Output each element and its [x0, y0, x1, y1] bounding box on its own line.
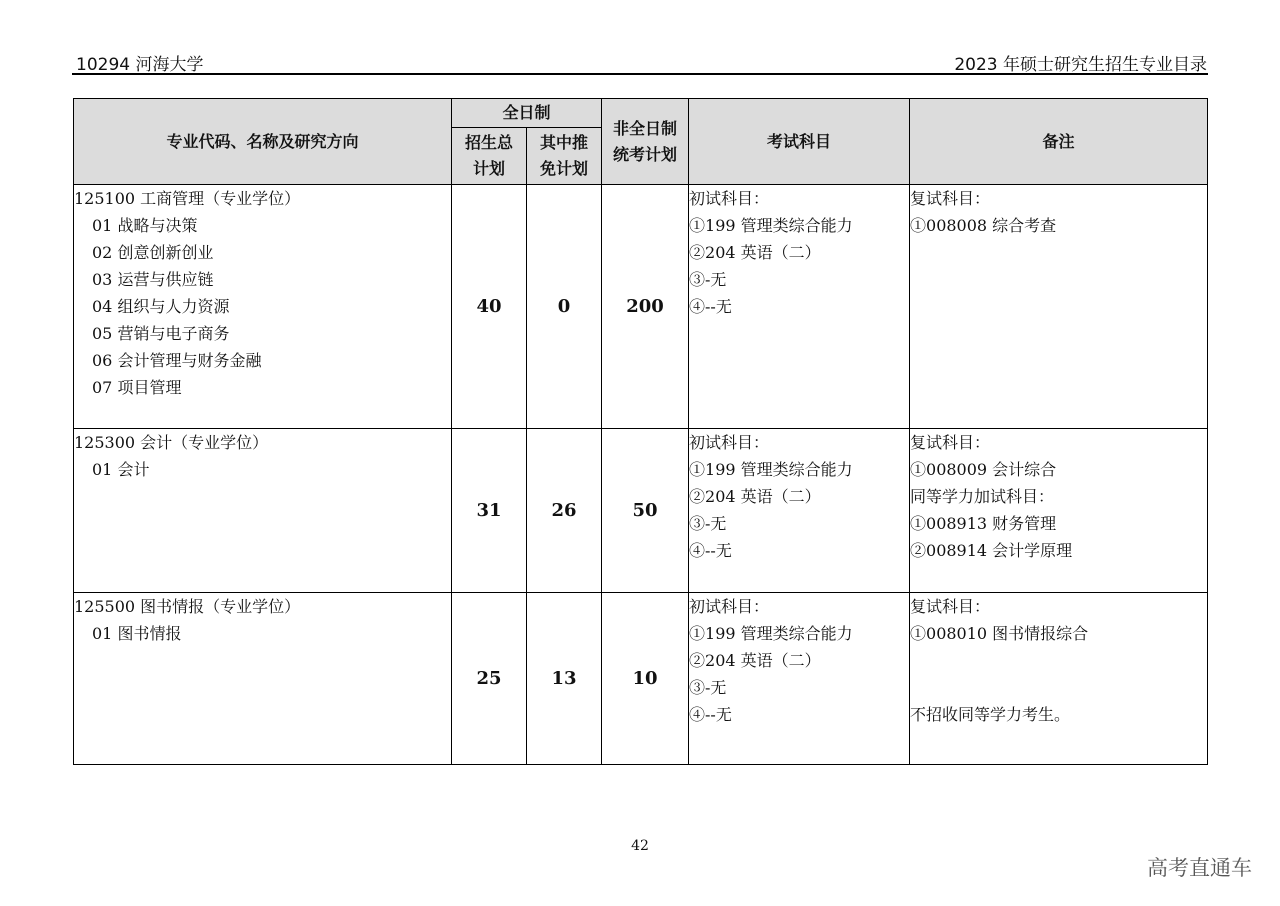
exam-subjects: 初试科目： ①199 管理类综合能力 ②204 英语（二） ③-无 ④--无 — [689, 185, 910, 429]
parttime-plan-value: 10 — [602, 593, 689, 765]
col-notes: 备注 — [910, 99, 1208, 185]
col-exempt-plan: 其中推 免计划 — [527, 128, 602, 185]
col-major: 专业代码、名称及研究方向 — [74, 99, 452, 185]
exempt-plan-value: 13 — [527, 593, 602, 765]
total-plan-value: 40 — [452, 185, 527, 429]
header-catalog-title: 2023 年硕士研究生招生专业目录 — [954, 55, 1207, 75]
major-cell — [74, 185, 452, 429]
notes-cell: 复试科目： ①008010 图书情报综合 不招收同等学力考生。 — [910, 593, 1208, 765]
notes-cell: 复试科目： ①008009 会计综合 同等学力加试科目： ①008913 财务管理 ②008914 会计学原理 — [910, 429, 1208, 593]
direction-item: 05 营销与电子商务 — [92, 324, 230, 343]
col-fulltime: 全日制 — [452, 99, 602, 128]
direction-item: 04 组织与人力资源 — [92, 297, 230, 316]
major-title: 125100 工商管理（专业学位） — [74, 189, 301, 208]
total-plan-value: 31 — [452, 429, 527, 593]
exam-subjects: 初试科目： ①199 管理类综合能力 ②204 英语（二） ③-无 ④--无 — [689, 593, 910, 765]
direction-item: 06 会计管理与财务金融 — [92, 351, 262, 370]
exempt-plan-value: 0 — [527, 185, 602, 429]
major-cell — [74, 593, 452, 765]
major-title: 125300 会计（专业学位） — [74, 433, 269, 452]
direction-item: 02 创意创新创业 — [92, 243, 214, 262]
exam-subjects: 初试科目： ①199 管理类综合能力 ②204 英语（二） ③-无 ④--无 — [689, 429, 910, 593]
table-row — [74, 429, 1208, 593]
col-exam: 考试科目 — [689, 99, 910, 185]
watermark: 高考直通车 — [1147, 856, 1252, 880]
direction-item: 01 战略与决策 — [92, 216, 198, 235]
header-university: 10294 河海大学 — [76, 55, 204, 75]
direction-item: 03 运营与供应链 — [92, 270, 214, 289]
table-row — [74, 593, 1208, 765]
parttime-plan-value: 50 — [602, 429, 689, 593]
major-cell — [74, 429, 452, 593]
major-title: 125500 图书情报（专业学位） — [74, 597, 301, 616]
page-number: 42 — [631, 838, 649, 854]
exempt-plan-value: 26 — [527, 429, 602, 593]
notes-cell: 复试科目： ①008008 综合考查 — [910, 185, 1208, 429]
direction-item: 01 图书情报 — [92, 624, 182, 643]
direction-item: 01 会计 — [92, 460, 150, 479]
col-parttime: 非全日制 统考计划 — [602, 99, 689, 185]
major-catalog-table — [73, 98, 1208, 765]
parttime-plan-value: 200 — [602, 185, 689, 429]
col-total-plan: 招生总 计划 — [452, 128, 527, 185]
total-plan-value: 25 — [452, 593, 527, 765]
table-row — [74, 185, 1208, 429]
direction-item: 07 项目管理 — [92, 378, 182, 397]
header-rule — [72, 73, 1208, 75]
